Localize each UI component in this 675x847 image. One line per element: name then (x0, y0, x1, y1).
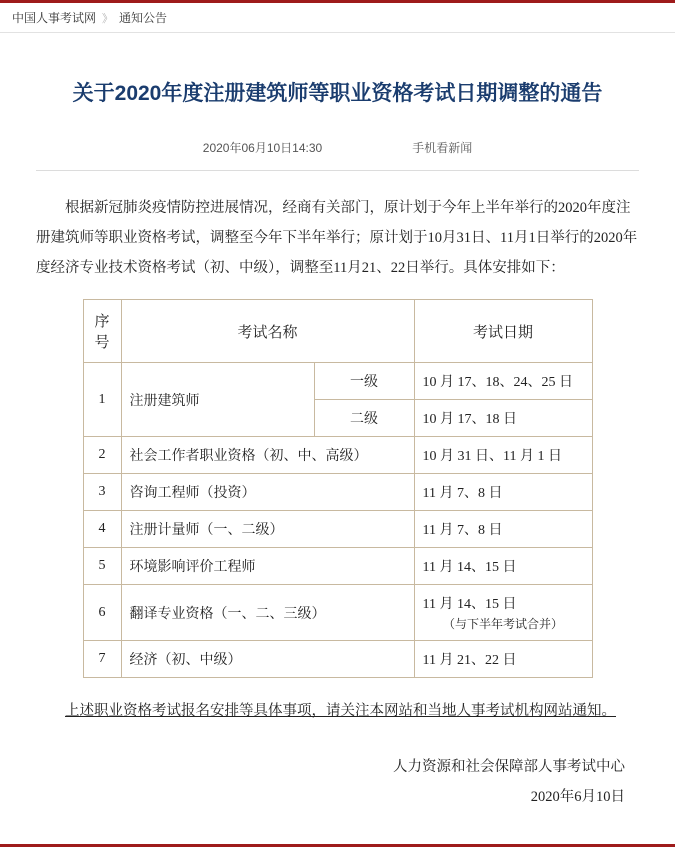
header-exam-date: 考试日期 (414, 300, 592, 363)
table-head (83, 300, 592, 363)
cell-exam-name: 经济（初、中级） (121, 641, 414, 678)
cell-exam-date: 11 月 14、15 日 (422, 597, 517, 613)
table-row (83, 641, 592, 678)
article-meta (36, 139, 639, 170)
table-row (83, 363, 592, 400)
cell-exam-date: 11 月 21、22 日 (414, 641, 592, 678)
table-header-row (83, 300, 592, 363)
cell-exam-date: 10 月 17、18、24、25 日 (414, 363, 592, 400)
cell-exam-date: 10 月 17、18 日 (414, 400, 592, 437)
cell-exam-date: 10 月 31 日、11 月 1 日 (414, 437, 592, 474)
cell-exam-date: 11 月 14、15 日 (414, 548, 592, 585)
article-closing (36, 696, 639, 726)
publish-time: 2020年06月10日14:30 (202, 141, 323, 156)
cell-exam-date: 11 月 7、8 日 (414, 511, 592, 548)
cell-index: 3 (83, 474, 121, 511)
cell-index: 6 (83, 585, 121, 641)
cell-exam-name: 环境影响评价工程师 (121, 548, 414, 585)
document-body (0, 47, 675, 812)
table-row (83, 548, 592, 585)
article-closing-text: 上述职业资格考试报名安排等具体事项，请关注本网站和当地人事考试机构网站通知。 (65, 703, 616, 720)
table-row (83, 474, 592, 511)
cell-index: 2 (83, 437, 121, 474)
cell-index: 7 (83, 641, 121, 678)
exam-schedule-table (83, 299, 593, 678)
breadcrumb-site-link[interactable]: 中国人事考试网 (12, 11, 97, 25)
signature-date: 2020年6月10日 (530, 789, 625, 806)
meta-divider (36, 170, 639, 171)
mobile-news-link[interactable]: 手机看新闻 (412, 141, 473, 156)
article-paragraph: 根据新冠肺炎疫情防控进展情况，经商有关部门，原计划于今年上半年举行的2020年度注册建筑师等职业资格考试，调整至今年下半年举行；原计划于10月31日、11月1日举行的2020年度经济专业技术资格考试（初、中级），调整至11月21、22日举行。具体安排如下： (36, 200, 638, 277)
table-body (83, 363, 592, 678)
cell-exam-level: 二级 (314, 400, 414, 437)
cell-exam-date-with-note (414, 585, 592, 641)
breadcrumb-section-link[interactable]: 通知公告 (119, 11, 168, 25)
breadcrumb (0, 3, 675, 33)
cell-exam-date: 11 月 7、8 日 (414, 474, 592, 511)
cell-exam-name: 咨询工程师（投资） (121, 474, 414, 511)
cell-exam-name: 社会工作者职业资格（初、中、高级） (121, 437, 414, 474)
cell-exam-level: 一级 (314, 363, 414, 400)
signature: 人力资源和社会保障部人事考试中心 (393, 759, 625, 776)
cell-exam-note: （与下半年考试合并） (442, 617, 563, 632)
table-row (83, 437, 592, 474)
cell-exam-name: 翻译专业资格（一、二、三级） (121, 585, 414, 641)
cell-exam-name: 注册建筑师 (121, 363, 314, 437)
table-row (83, 511, 592, 548)
cell-index: 1 (83, 363, 121, 437)
cell-exam-name: 注册计量师（一、二级） (121, 511, 414, 548)
table-row (83, 585, 592, 641)
header-exam-name: 考试名称 (121, 300, 414, 363)
cell-index: 4 (83, 511, 121, 548)
cell-index: 5 (83, 548, 121, 585)
page-title: 关于2020年度注册建筑师等职业资格考试日期调整的通告 (72, 82, 603, 106)
breadcrumb-separator-icon: 》 (102, 12, 114, 25)
header-index: 序号 (83, 300, 121, 363)
